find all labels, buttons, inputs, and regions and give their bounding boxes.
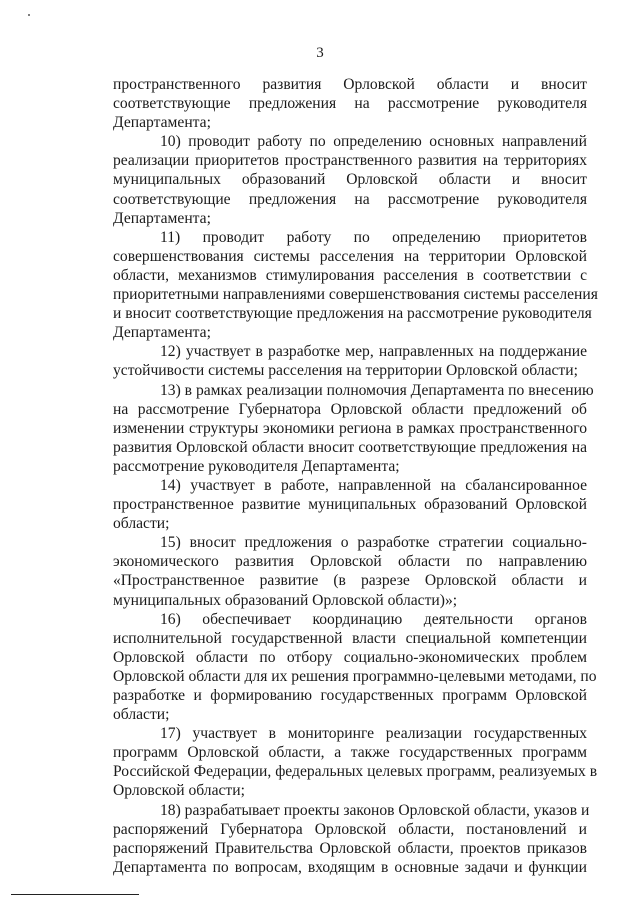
paragraph-p17 (113, 724, 598, 800)
paragraph-p15 (113, 533, 587, 609)
text-line: области; (113, 515, 170, 533)
text-line: 16) обеспечивает координацию деятельности органов (160, 610, 587, 628)
text-line: соответствующие предложения на рассмотрение руководителя (113, 190, 587, 208)
text-line: реализации приоритетов пространственного развития на территориях (113, 152, 587, 170)
text-line: программ Орловской области, а также государственных программ (113, 744, 587, 762)
text-line: распоряжений Губернатора Орловской области, постановлений и (113, 820, 587, 838)
text-line: исполнительной государственной власти специальной компетенции (113, 629, 587, 647)
text-line: 10) проводит работу по определению основных направлений (160, 133, 587, 151)
text-line: Орловской области; (113, 782, 245, 800)
text-line: 14) участвует в работе, направленной на сбалансированное (160, 476, 587, 494)
text-line: экономического развития Орловской области по направлению (113, 553, 587, 571)
text-line: Орловской области для их решения программно-целевыми методами, по (113, 667, 597, 685)
scan-dot-mark (28, 14, 30, 16)
document-body (113, 75, 598, 877)
text-line: Департамента; (113, 324, 211, 342)
paragraph-p11 (113, 228, 598, 343)
text-line: и вносит соответствующие предложения на рассмотрение руководителя (113, 305, 592, 323)
text-line: области; (113, 706, 170, 724)
text-line: Орловской области по отбору социально-экономических проблем (113, 648, 587, 666)
paragraph-p12 (113, 342, 587, 380)
text-line: «Пространственное развитие (в разрезе Орловской области и (113, 572, 587, 590)
text-line: области, механизмов стимулирования расселения в соответствии с (113, 266, 587, 284)
text-line: 15) вносит предложения о разработке стратегии социально- (160, 534, 587, 552)
text-line: 17) участвует в мониторинге реализации государственных (160, 725, 587, 743)
paragraph-p16 (113, 610, 597, 725)
text-line: муниципальных образований Орловской области и вносит (113, 171, 587, 189)
text-line: разработке и формированию государственных программ Орловской (113, 687, 587, 704)
text-line: распоряжений Правительства Орловской области, проектов приказов (113, 839, 587, 857)
text-line: Департамента; (113, 209, 211, 227)
text-line: изменении структуры экономики региона в рамках пространственного (113, 419, 587, 437)
text-line: рассмотрение руководителя Департамента; (113, 457, 400, 475)
text-line: пространственного развития Орловской области и вносит (113, 76, 587, 93)
paragraph-p14 (113, 476, 587, 533)
text-line: на рассмотрение Губернатора Орловской области предложений об (113, 400, 587, 418)
text-line: развития Орловской области вносит соответствующие предложения на (113, 438, 587, 456)
paragraph-p-continuation (113, 75, 587, 132)
text-line: Департамента по вопросам, входящим в основные задачи и функции (113, 858, 587, 876)
page-number: 3 (316, 45, 324, 61)
text-line: 18) разрабатывает проекты законов Орловской области, указов и (160, 801, 590, 819)
footer-rule (11, 894, 139, 895)
paragraph-p18 (113, 801, 590, 877)
text-line: муниципальных образований Орловской области)»; (113, 591, 458, 609)
paragraph-p10 (113, 132, 587, 227)
text-line: устойчивости системы расселения на территории Орловской области; (113, 362, 578, 380)
text-line: соответствующие предложения на рассмотрение руководителя (113, 95, 587, 113)
text-line: приоритетными направлениями совершенствования системы расселения (113, 286, 598, 304)
paragraph-p13 (113, 381, 594, 476)
text-line: пространственное развитие муниципальных образований Орловской (113, 496, 587, 514)
text-line: Российской Федерации, федеральных целевых программ, реализуемых в (113, 763, 598, 781)
text-line: 12) участвует в разработке мер, направленных на поддержание (160, 343, 587, 361)
text-line: совершенствования системы расселения на территории Орловской (113, 247, 587, 265)
text-line: 13) в рамках реализации полномочия Департамента по внесению (160, 381, 594, 399)
text-line: 11) проводит работу по определению приоритетов (160, 228, 587, 246)
text-line: Департамента; (113, 114, 211, 132)
